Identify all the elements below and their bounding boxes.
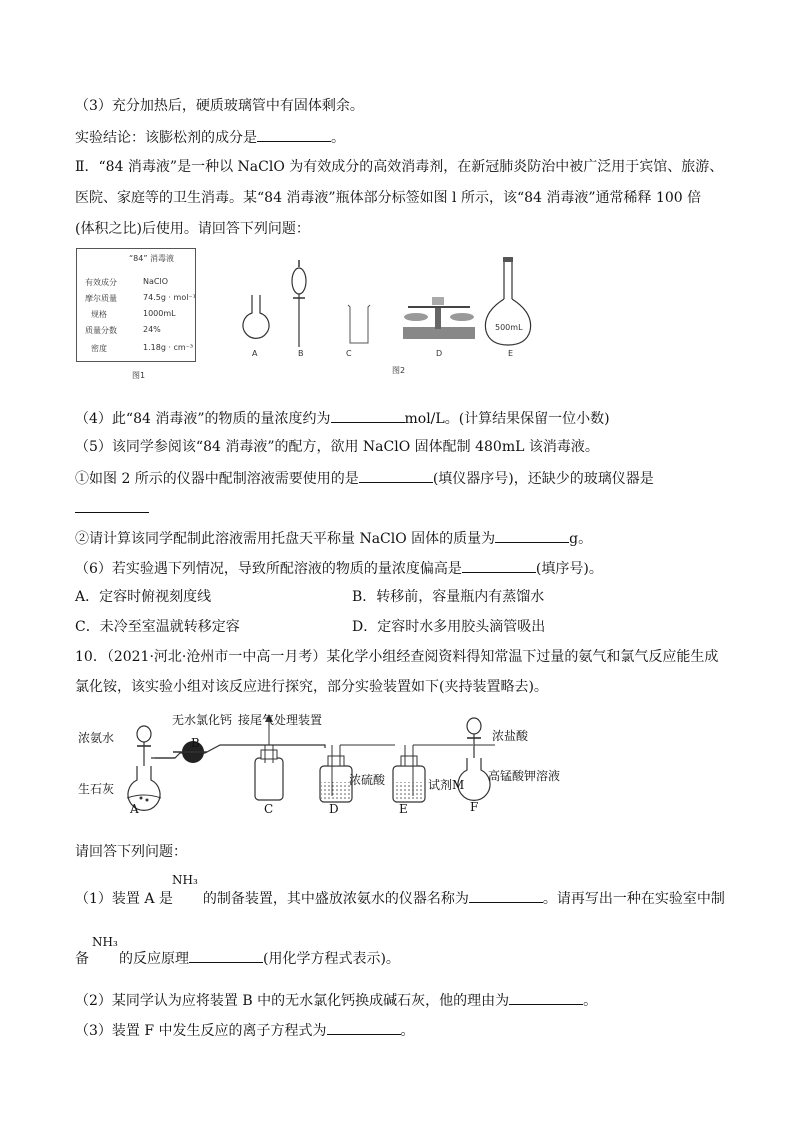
qa2-text: （2）某同学认为应将装置 B 中的无水氯化钙换成碱石灰，他的理由为 [75,993,510,1009]
label-key-1: 摩尔质量 [85,294,117,303]
option-c: C．未冷至室温就转移定容 [75,619,240,635]
qa1b-line [75,948,400,968]
answer-prompt: 请回答下列问题： [75,844,187,860]
label-val-3: 24% [143,325,161,334]
answer-blank[interactable] [509,990,583,1005]
apparatus-letter-f: F [470,800,479,814]
nh3-formula-1: NH₃ [172,873,198,887]
answer-blank[interactable] [359,468,433,483]
apparatus-diagram [75,708,635,818]
q10-line1: 10．（2021·河北·沧州市一中高一月考）某化学小组经查阅资料得知常温下过量的氨气和氯气反应能生成 [75,649,719,665]
q5-1-line [75,468,654,488]
instrument-letter-c: C [346,349,352,358]
conclusion-text: 实验结论：该膨松剂的成分是 [75,130,257,146]
q4-line [75,408,610,428]
qa3-line [75,1020,415,1040]
answer-blank[interactable] [75,498,149,513]
apparatus-letter-b: B [191,736,200,750]
q5-line: （5）该同学参阅该“84 消毒液”的配方，欲用 NaClO 固体配制 480mL 该消毒液。 [75,439,599,455]
label-val-1: 74.5g · mol⁻¹ [143,293,196,302]
qa1-text: （1）装置 A 是 [75,891,173,907]
apparatus-letter-a: A [130,802,139,816]
instrument-letter-a: A [252,349,258,358]
instrument-figure [220,255,540,365]
separatory-funnel-icon [292,260,306,347]
qa1-line [75,888,725,908]
q5-2-text: ②请计算该同学配制此溶液需用托盘天平称量 NaClO 固体的质量为 [75,531,496,547]
conc-ammonia-label: 浓氨水 [78,731,115,745]
nh3-formula-2: NH₃ [92,935,118,949]
qa1-text-end: 。请再写出一种在实验室中制 [542,891,725,907]
label-key-4: 密度 [91,344,107,353]
apparatus-letter-d: D [329,802,339,816]
answer-blank[interactable] [331,408,405,423]
qa1b-text-mid: 的反应原理 [119,951,189,967]
answer-blank[interactable] [327,1020,401,1035]
qa3-end: 。 [400,1023,415,1039]
label-key-2: 规格 [91,310,107,319]
label-figure [76,248,196,362]
conc-hcl-label: 浓盐酸 [492,729,529,743]
answer-blank[interactable] [189,948,263,963]
option-b: B．转移前，容量瓶内有蒸馏水 [352,589,545,605]
label-val-2: 1000mL [143,309,176,318]
answer-blank[interactable] [257,127,331,142]
qa3-text: （3）装置 F 中发生反应的离子方程式为 [75,1023,327,1039]
beaker-icon [348,305,370,343]
q3-item: （3）充分加热后，硬质玻璃管中有固体剩余。 [75,98,364,114]
q5-1-text-end: (填仪器序号)，还缺少的玻璃仪器是 [432,471,654,487]
apparatus-letter-c: C [264,802,274,816]
part2-line2: 医院、家庭等的卫生消毒。某“84 消毒液”瓶体部分标签如图 l 所示，该“84 消毒液”通常稀释 100 倍 [75,190,702,206]
qa1b-text-end: (用化学方程式表示)。 [263,951,400,967]
label-val-0: NaClO [143,277,168,286]
figure1-caption: 图1 [132,371,146,380]
round-flask-icon [243,295,269,338]
instrument-letter-e: E [508,349,514,358]
flask-volume-mark: 500mL [495,323,523,332]
q6-end: (填序号)。 [535,561,603,577]
kmno4-label: 高锰酸钾溶液 [488,769,561,783]
label-key-0: 有效成分 [85,278,117,287]
q4-text: （4）此“84 消毒液”的物质的量浓度约为 [75,411,331,427]
qa1-text-mid: 的制备装置，其中盛放浓氨水的仪器名称为 [202,891,469,907]
figure2-caption: 图2 [392,366,406,375]
answer-blank[interactable] [462,558,536,573]
conclusion-end: 。 [331,130,345,146]
apparatus-letter-e: E [399,802,408,816]
balance-icon [403,297,475,339]
label-title: “84” 消毒液 [129,254,175,263]
qa1b-text: 备 [75,951,89,967]
reagent-m-label: 试剂M [428,778,465,792]
q6-text: （6）若实验遇下列情况，导致所配溶液的物质的量浓度偏高是 [75,561,462,577]
q5-2-unit: g。 [569,531,593,547]
q4-unit: mol/L。(计算结果保留一位小数) [404,411,610,427]
q10-line2: 氯化铵，该实验小组对该反应进行探究，部分实验装置如下(夹持装置略去)。 [75,679,548,695]
conclusion-line [75,127,345,147]
q5-1-cont [75,498,149,518]
conc-h2so4-label: 浓硫酸 [349,773,386,787]
qa2-end: 。 [583,993,598,1009]
part2-line1: Ⅱ．“84 消毒液”是一种以 NaClO 为有效成分的高效消毒剂，在新冠肺炎防治中被广泛用于宾馆、旅游、 [75,159,724,175]
flask-a-icon [127,726,175,810]
q6-line [75,558,603,578]
answer-blank[interactable] [495,528,569,543]
option-a: A．定容时俯视刻度线 [75,589,212,605]
label-key-3: 质量分数 [85,326,117,335]
label-val-4: 1.18g · cm⁻³ [143,343,194,352]
part2-line3: (体积之比)后使用。请回答下列问题： [75,221,310,237]
instrument-letter-b: B [298,349,304,358]
instrument-letter-d: D [436,349,443,358]
option-d: D．定容时水多用胶头滴管吸出 [352,619,546,635]
q5-1-text: ①如图 2 所示的仪器中配制溶液需要使用的是 [75,471,359,487]
cacl2-label: 无水氯化钙 [172,713,233,727]
q5-2-line [75,528,592,548]
tail-gas-label: 接尾气处理装置 [238,713,323,727]
quicklime-label: 生石灰 [78,782,115,796]
qa2-line [75,990,597,1010]
answer-blank[interactable] [469,888,543,903]
drying-tube-b-icon [173,741,207,763]
